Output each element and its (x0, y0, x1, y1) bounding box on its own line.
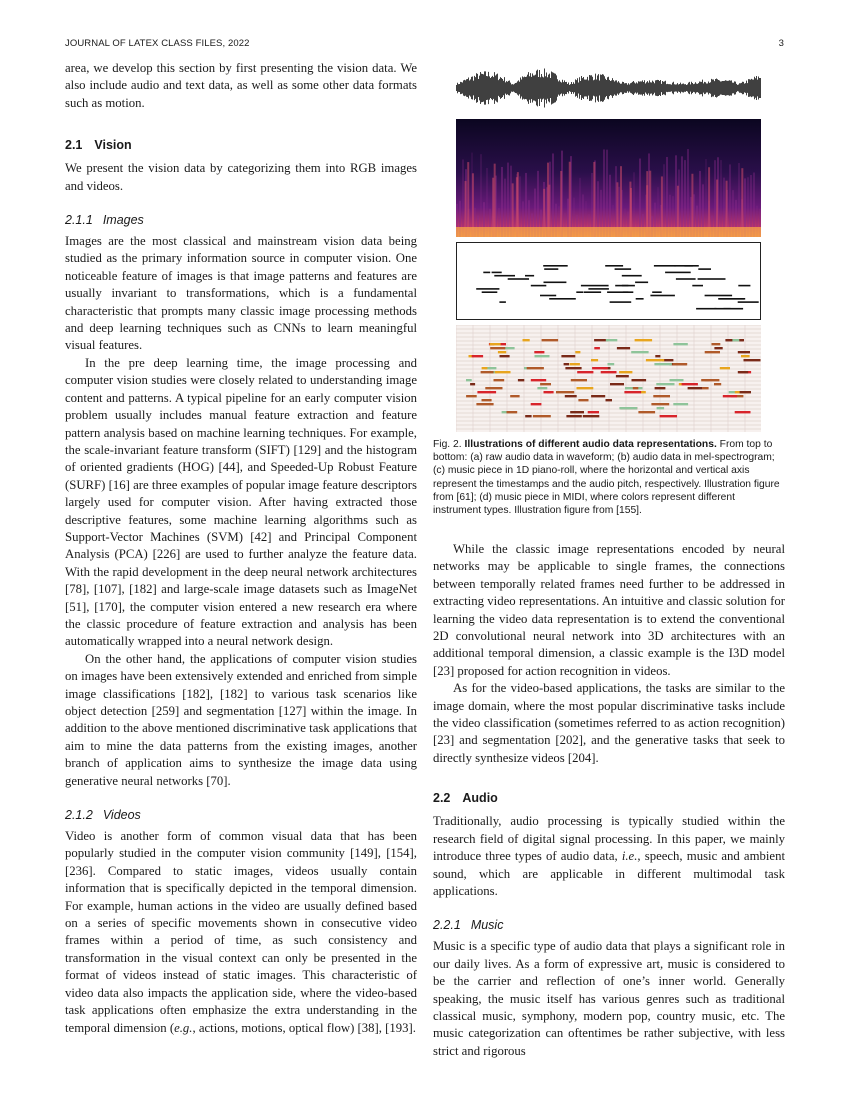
piano-roll-note (719, 298, 745, 300)
subsection-title: Videos (102, 808, 141, 823)
piano-roll-note (492, 272, 502, 274)
piano-roll-note (615, 285, 635, 287)
midi-note (466, 379, 472, 381)
spectrogram-column (684, 160, 686, 237)
midi-note (565, 367, 581, 369)
midi-note (476, 403, 493, 405)
midi-panel (456, 325, 761, 432)
left-column (65, 60, 417, 1037)
midi-note (656, 383, 674, 385)
spectrogram-onset (620, 166, 622, 237)
midi-note (740, 391, 751, 393)
midi-note (723, 395, 737, 397)
piano-roll-note (684, 265, 693, 267)
spectrogram-column (606, 150, 608, 237)
midi-note (741, 355, 750, 357)
section-heading-vision (65, 138, 417, 152)
spectrogram-column (675, 155, 677, 237)
midi-note (583, 415, 600, 417)
midi-note (531, 403, 542, 405)
spectrogram-onset (593, 162, 595, 237)
music-paragraph-1: Music is a specific type of audio data that plays a significant role in our daily lives. As a form of expressive art, music is considered to be the carrier and reflection of one’s inner world. Generally speaking, the music itself has various genres such as traditional classical music, symphony, modern pop, country music, etc. The music categorization can oftentimes be rather subjective, with less strict and rigorous (433, 939, 785, 1058)
spectrogram-column (480, 154, 482, 237)
piano-roll-note (494, 275, 515, 277)
midi-note (534, 351, 544, 353)
midi-note (720, 367, 730, 369)
midi-note (616, 375, 629, 377)
midi-note (688, 387, 703, 389)
midi-note (592, 367, 608, 369)
piano-roll-note (623, 291, 633, 293)
subsection-number: 2.1.2 (65, 808, 93, 823)
spectrogram-column (681, 156, 683, 237)
midi-note (495, 371, 511, 373)
midi-note (732, 339, 739, 341)
midi-note (500, 343, 506, 345)
midi-note (673, 343, 687, 345)
piano-roll-note (544, 282, 567, 284)
piano-roll-note (588, 288, 609, 290)
spectrogram-column (663, 164, 665, 237)
midi-note (566, 415, 581, 417)
piano-roll-note (738, 301, 759, 303)
piano-roll-note (692, 285, 703, 287)
caption-text: From top to bottom: (a) raw audio data in waveform; (b) audio data in mel-spectrogram; (c) music piece in 1D piano-roll, where the horizontal and vertical axis represent the timestamps and the audio pitch, respectively. Illustration figure from [61]; (d) music piece in MIDI, where colors represent different instrument types. Illustration figure from [155]. (433, 439, 780, 517)
vision-intro-paragraph: We present the vision data by categorizing them into RGB images and videos. (65, 161, 417, 193)
piano-roll-graphic (457, 243, 760, 319)
subsection-heading-music (433, 918, 785, 932)
midi-note (673, 363, 688, 365)
midi-note (654, 363, 672, 365)
subsection-heading-images (65, 213, 417, 227)
piano-roll-note (705, 295, 733, 297)
figure-caption (433, 438, 785, 517)
midi-note (507, 411, 518, 413)
midi-note (702, 387, 709, 389)
midi-note (561, 355, 575, 357)
midi-note (485, 387, 502, 389)
waveform-trace (457, 69, 761, 108)
subsection-number: 2.1.1 (65, 213, 93, 228)
images-paragraph-3: On the other hand, the applications of computer vision studies on images have been extensively extended and enriched from simple image classifications [182], [182] to various task scenarios like object detection [259] and segmentation [127] within the image. In addition to the above mentioned discriminative task applications that aim to mine the data patterns from the existing images, another branch of application aims to synthesize the image data using generative neural networks [70]. (65, 651, 417, 788)
images-paragraph-1: Images are the most classical and mainstream vision data being studied as the primary information source in computer vision. One noticeable feature of images is that image patterns and features are usually invariant to transformations, which is a fundamental characteristic that prompts many classic image processing methods and deep learning techniques such as CNNs to learn meaningful visual features. (65, 234, 417, 353)
midi-note (481, 371, 494, 373)
piano-roll-note (476, 288, 499, 290)
midi-note (571, 379, 587, 381)
piano-roll-note (635, 282, 648, 284)
midi-note (619, 371, 632, 373)
piano-roll-note (576, 291, 583, 293)
midi-note (729, 391, 736, 393)
spectrogram-column (501, 167, 503, 237)
midi-note (619, 407, 637, 409)
midi-note (655, 387, 666, 389)
spectrogram-column (507, 163, 509, 237)
piano-roll-note (650, 295, 675, 297)
piano-roll-note (508, 278, 529, 280)
piano-roll-note (622, 275, 642, 277)
midi-note (510, 395, 519, 397)
spectrogram-column (603, 149, 605, 237)
audio-paragraph-1: Traditionally, audio processing is typically studied within the research field of digital signal processing. In this paper, we mainly introduce three types of audio data, i.e., speech, music and ambient sound, which are applicable in different multimodal task applications. (433, 814, 786, 898)
midi-note (577, 387, 594, 389)
midi-note (632, 379, 647, 381)
midi-note (577, 371, 593, 373)
midi-note (606, 399, 613, 401)
midi-note (494, 379, 505, 381)
midi-note (575, 351, 580, 353)
piano-roll-note (738, 285, 750, 287)
piano-roll-note (544, 268, 558, 270)
midi-note (701, 379, 719, 381)
running-header-journal: JOURNAL OF LATEX CLASS FILES, 2022 (65, 38, 250, 49)
midi-note (635, 339, 653, 341)
midi-note (556, 391, 574, 393)
videos-paragraph-1: Video is another form of common visual data that has been popularly studied in the computer vision community [149], [154], [236]. Compared to static images, videos usually contain information that is specifically depicted in the temporal dimension. For example, human actions in the video are usually defined based on a series of specific movements shown in consecutive video frames within a period of time, as such consistency and transformation in the visual context can only be presented in the format of videos instead of static images. This characteristic of video data also impacts the application side, where the video-based task applications often emphasize the extra understanding in the temporal dimension (e.g., actions, motions, optical flow) [38], [193]. (65, 829, 417, 1035)
piano-roll-note (525, 275, 534, 277)
spectrogram-column (738, 163, 740, 237)
midi-note (714, 383, 721, 385)
piano-roll-note (549, 298, 576, 300)
mel-spectrogram-graphic (456, 119, 761, 237)
midi-note (682, 383, 698, 385)
spectrogram-onset (741, 168, 743, 237)
midi-note (640, 391, 645, 393)
piano-roll-note (696, 308, 716, 310)
midi-note (570, 411, 584, 413)
midi-graphic (456, 325, 761, 432)
piano-roll-note (698, 268, 711, 270)
midi-note (608, 363, 615, 365)
piano-roll-note (724, 308, 744, 310)
spectrogram-column (639, 158, 641, 237)
midi-note (705, 351, 720, 353)
midi-note (477, 391, 496, 393)
piano-roll-note (581, 285, 609, 287)
midi-note (646, 359, 664, 361)
subsection-title: Images (102, 213, 144, 228)
midi-note (564, 363, 569, 365)
midi-note (655, 355, 660, 357)
midi-note (588, 411, 599, 413)
section-number: 2.1 (65, 138, 83, 153)
midi-note (578, 399, 588, 401)
piano-roll-note (543, 265, 568, 267)
spectrogram-column (687, 149, 689, 237)
spectrogram-column (720, 160, 722, 237)
midi-note (653, 395, 670, 397)
spectrogram-column (486, 168, 488, 237)
midi-note (660, 415, 677, 417)
midi-note (633, 387, 639, 389)
midi-note (712, 343, 721, 345)
midi-note (548, 391, 554, 393)
section-number: 2.2 (433, 791, 451, 806)
spectrogram-column (729, 164, 731, 237)
piano-roll-note (610, 301, 632, 303)
piano-roll-note (615, 268, 632, 270)
piano-roll-note (665, 272, 691, 274)
midi-note (540, 383, 551, 385)
midi-note (527, 367, 544, 369)
piano-roll-note (482, 291, 498, 293)
video-paragraph-2: While the classic image representations encoded by neural networks may be applicable to single frames, the connections between temporally related frames need further to be addressed in extracting video representations. An intuitive and classic solution for learning the video data representation is to extend the conventional 2D convolutional neural network into 3D architectures with an additional temporal dimension, a classic example is the I3D model [23] proposed for action recognition in videos. (433, 542, 785, 678)
spectrogram-onset (467, 162, 469, 237)
midi-note (535, 355, 550, 357)
spectrogram-column (462, 159, 464, 237)
midi-note (531, 379, 546, 381)
midi-note (631, 351, 648, 353)
caption-title: Illustrations of different audio data representations. (464, 439, 717, 450)
intro-paragraph: area, we develop this section by first presenting the vision data. We also include audio and text data, as well as some other data formats such as motion. (65, 61, 417, 110)
midi-note (594, 347, 600, 349)
mel-spectrogram-panel (456, 119, 761, 237)
midi-note (714, 347, 722, 349)
spectrogram-onset (708, 167, 710, 237)
midi-note (570, 363, 580, 365)
midi-note (657, 407, 665, 409)
spectrogram-column (705, 159, 707, 237)
piano-roll-note (499, 301, 506, 303)
section-title: Audio (462, 791, 498, 806)
waveform-graphic (456, 64, 761, 112)
midi-note (525, 415, 531, 417)
piano-roll-note (531, 285, 547, 287)
midi-note (470, 383, 475, 385)
piano-roll-panel (456, 242, 761, 320)
spectrogram-column (714, 160, 716, 237)
midi-note (617, 347, 630, 349)
images-paragraph-2: In the pre deep learning time, the image processing and computer vision studies were closely related to understanding image content and patterns. A typical pipeline for an early computer vision problem usually includes manual feature extraction and feature pattern analysis based on machine learning techniques. For example, the scale-invariant feature transform (SIFT) [129] and the histogram of oriented gradients (HOG) [44], and Speeded-Up Robust Feature (SURF) [16] are three examples of popular image feature descriptors largely used for computer vision. After having extracted those descriptive features, some machine learning algorithms such as Support-Vector Machines (SVM) [42] and Principal Component Analysis (PCA) [226] are used to further analyze the feature data. With the rapid development in the deep neural network architectures [78], [107], [182] and large-scale image datasets such as ImageNet [51], [170], the computer vision entered a new research era where the classic procedure of feature extraction and analysis has been automatically wrapped into a neural network design. (65, 355, 417, 649)
subsection-number: 2.2.1 (433, 918, 461, 933)
piano-roll-note (584, 291, 601, 293)
midi-note (591, 359, 598, 361)
spectrogram-low-band (456, 227, 761, 237)
midi-note (591, 395, 605, 397)
midi-note (738, 371, 748, 373)
right-column (433, 541, 785, 1060)
midi-note (500, 355, 510, 357)
subsection-heading-videos (65, 808, 417, 822)
midi-note (606, 339, 618, 341)
piano-roll-note (698, 278, 726, 280)
spectrogram-column (666, 157, 668, 237)
caption-label: Fig. 2. (433, 439, 462, 450)
section-heading-audio (433, 791, 785, 805)
subsection-title: Music (470, 918, 504, 933)
midi-note (466, 395, 477, 397)
midi-note (482, 399, 492, 401)
midi-note (490, 343, 501, 345)
midi-note (482, 367, 488, 369)
piano-roll-note (605, 265, 623, 267)
spectrogram-column (552, 153, 554, 237)
midi-note (542, 339, 559, 341)
midi-note (490, 347, 505, 349)
midi-note (638, 411, 655, 413)
midi-note (565, 395, 577, 397)
midi-note (610, 383, 624, 385)
page-number: 3 (778, 38, 784, 49)
midi-note (472, 355, 483, 357)
midi-note (533, 415, 551, 417)
piano-roll-note (636, 298, 644, 300)
midi-note (498, 351, 506, 353)
midi-note (738, 351, 750, 353)
midi-note (651, 403, 669, 405)
spectrogram-onset (569, 162, 571, 237)
midi-note (673, 403, 688, 405)
midi-note (504, 347, 515, 349)
piano-roll-note (652, 291, 662, 293)
midi-note (601, 371, 617, 373)
midi-note (624, 391, 641, 393)
midi-note (523, 339, 530, 341)
midi-note (518, 379, 524, 381)
midi-note (735, 411, 751, 413)
piano-roll-note (654, 265, 676, 267)
piano-roll-note (676, 278, 696, 280)
midi-note (670, 379, 684, 381)
waveform-panel (456, 64, 761, 112)
midi-note (537, 387, 547, 389)
section-title: Vision (94, 138, 132, 153)
piano-roll-note (540, 295, 556, 297)
piano-roll-note (483, 272, 490, 274)
video-paragraph-3: As for the video-based applications, the tasks are similar to the image domain, where the most popular discriminative tasks include the video classification (sometimes referred to as action recognition) [23] and segmentation [202], and the generative tasks that seek to directly synthesize videos [204]. (433, 681, 785, 765)
midi-note (744, 359, 761, 361)
